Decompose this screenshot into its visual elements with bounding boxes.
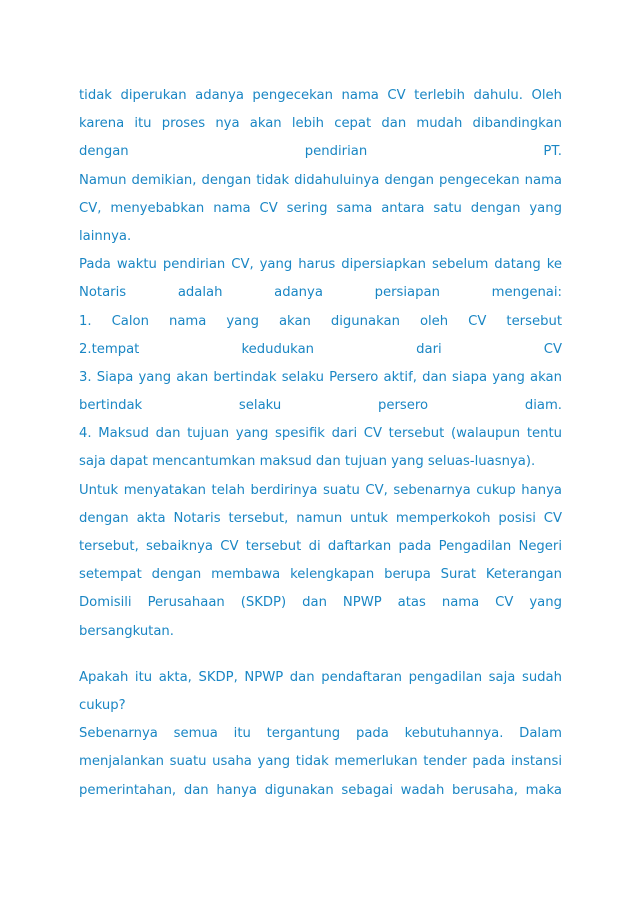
text-line: CV, menyebabkan nama CV sering sama antara satu dengan yang [79,200,562,216]
paragraph-gap [79,646,562,664]
text-line: karena itu proses nya akan lebih cepat dan mudah dibandingkan [79,116,562,132]
text-line: menjalankan suatu usaha yang tidak memerlukan tender pada instansi [79,754,562,770]
text-line: cukup? [79,697,126,713]
text-line: tidak diperukan adanya pengecekan nama CV terlebih dahulu. Oleh [79,88,562,103]
text-line: bertindak selaku persero diam. [79,398,562,414]
text-line: Pada waktu pendirian CV, yang harus dipersiapkan sebelum datang ke [79,257,562,273]
text-line: saja dapat mencantumkan maksud dan tujuan yang seluas-luasnya). [79,454,536,470]
document-body [79,82,562,805]
text-line: 3. Siapa yang akan bertindak selaku Persero aktif, dan siapa yang akan [79,369,562,385]
text-line: Namun demikian, dengan tidak didahuluinya dengan pengecekan nama [79,172,562,188]
text-line: 4. Maksud dan tujuan yang spesifik dari CV tersebut (walaupun tentu [79,426,562,442]
text-line: lainnya. [79,228,132,244]
text-line: setempat dengan membawa kelengkapan berupa Surat Keterangan [79,567,562,583]
text-line: dengan pendirian PT. [79,144,562,160]
text-line: Sebenarnya semua itu tergantung pada kebutuhannya. Dalam [79,726,562,742]
text-line: Untuk menyatakan telah berdirinya suatu CV, sebenarnya cukup hanya [79,482,562,498]
text-block [79,82,562,646]
text-line: pemerintahan, dan hanya digunakan sebagai wadah berusaha, maka [79,782,562,798]
text-line: tersebut, sebaiknya CV tersebut di daftarkan pada Pengadilan Negeri [79,539,562,554]
text-line: Notaris adalah adanya persiapan mengenai: [79,285,562,301]
text-line: 2.tempat kedudukan dari CV [79,341,562,357]
text-line: dengan akta Notaris tersebut, namun untuk memperkokoh posisi CV [79,510,562,526]
text-line: Apakah itu akta, SKDP, NPWP dan pendaftaran pengadilan saja sudah [79,669,562,685]
text-block [79,664,562,805]
text-line: Domisili Perusahaan (SKDP) dan NPWP atas nama CV yang [79,595,562,611]
text-line: bersangkutan. [79,623,174,639]
text-line: 1. Calon nama yang akan digunakan oleh CV tersebut [79,313,562,329]
